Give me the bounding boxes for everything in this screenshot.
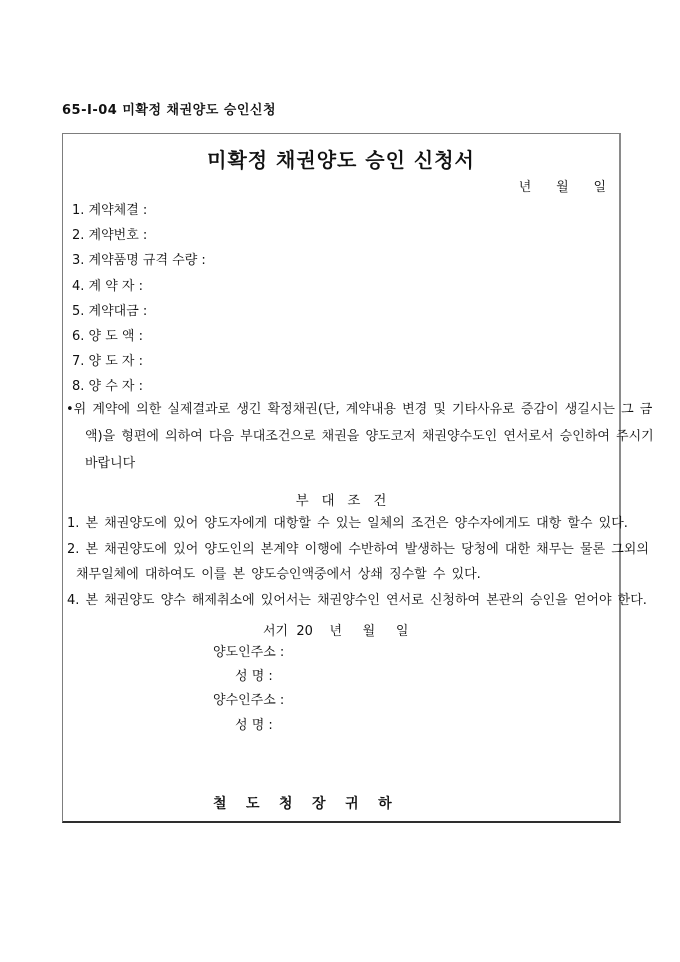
condition-line-4: 4. 본 채권양도 양수 해제취소에 있어서는 채권양수인 연서로 신청하여 본관의 승인을 얻어야 한다. [67, 592, 647, 608]
field-contract-amount: 5. 계약대금 : [72, 303, 148, 319]
field-contractor: 4. 계 약 자 : [72, 278, 143, 294]
form-date-line: 년 월 일 [518, 180, 606, 195]
field-item-spec-quantity: 3. 계약품명 규격 수량 : [72, 253, 206, 269]
request-line-3: 바랍니다 [85, 456, 136, 471]
form-box [62, 133, 654, 823]
transferee-address-label: 양수인주소 : [213, 693, 285, 709]
field-contract-conclusion: 1. 계약체결 : [72, 203, 148, 218]
field-contract-number: 2. 계약번호 : [72, 228, 148, 244]
transferor-address-label: 양도인주소 : [213, 645, 285, 660]
addressee-line: 철 도 청 장 귀 하 [213, 796, 392, 812]
form-title: 미확정 채권양도 승인 신청서 [207, 148, 475, 172]
transferee-name-label: 성 명 : [235, 717, 273, 733]
condition-line-2: 2. 본 채권양도에 있어 양도인의 본계약 이행에 수반하여 발생하는 당청에 대한 채무는 물론 그외의 [67, 541, 649, 557]
request-paragraph [66, 396, 654, 477]
condition-line-2-continued: 채무일체에 대하여도 이를 본 양도승인액중에서 상쇄 징수할 수 있다. [76, 567, 481, 583]
contract-fields [72, 198, 206, 400]
field-transferor: 7. 양 도 자 : [72, 354, 143, 370]
conditions-heading: 부 대 조 건 [295, 493, 387, 509]
signature-block [63, 641, 619, 738]
field-transferee: 8. 양 수 자 : [72, 379, 143, 395]
field-transfer-amount: 6. 양 도 액 : [72, 329, 143, 345]
signature-date-line: 서기 20 년 월 일 [263, 624, 409, 639]
transferor-name-label: 성 명 : [235, 669, 273, 685]
conditions-list [67, 511, 649, 613]
condition-line-1: 1. 본 채권양도에 있어 양도자에게 대항할 수 있는 일체의 조건은 양수자에게도 대항 할수 있다. [67, 516, 628, 531]
request-line-1: •위 계약에 의한 실제결과로 생긴 확정채권(단, 계약내용 변경 및 기타사유로 증감이 생길시는 그 금 [66, 402, 653, 417]
request-line-2: 액)을 형편에 의하여 다음 부대조건으로 채권을 양도코저 채권양수도인 연서로서 승인하여 주시기 [85, 429, 654, 444]
doc-code-label: 65-I-04 미확정 채권양도 승인신청 [62, 103, 277, 118]
